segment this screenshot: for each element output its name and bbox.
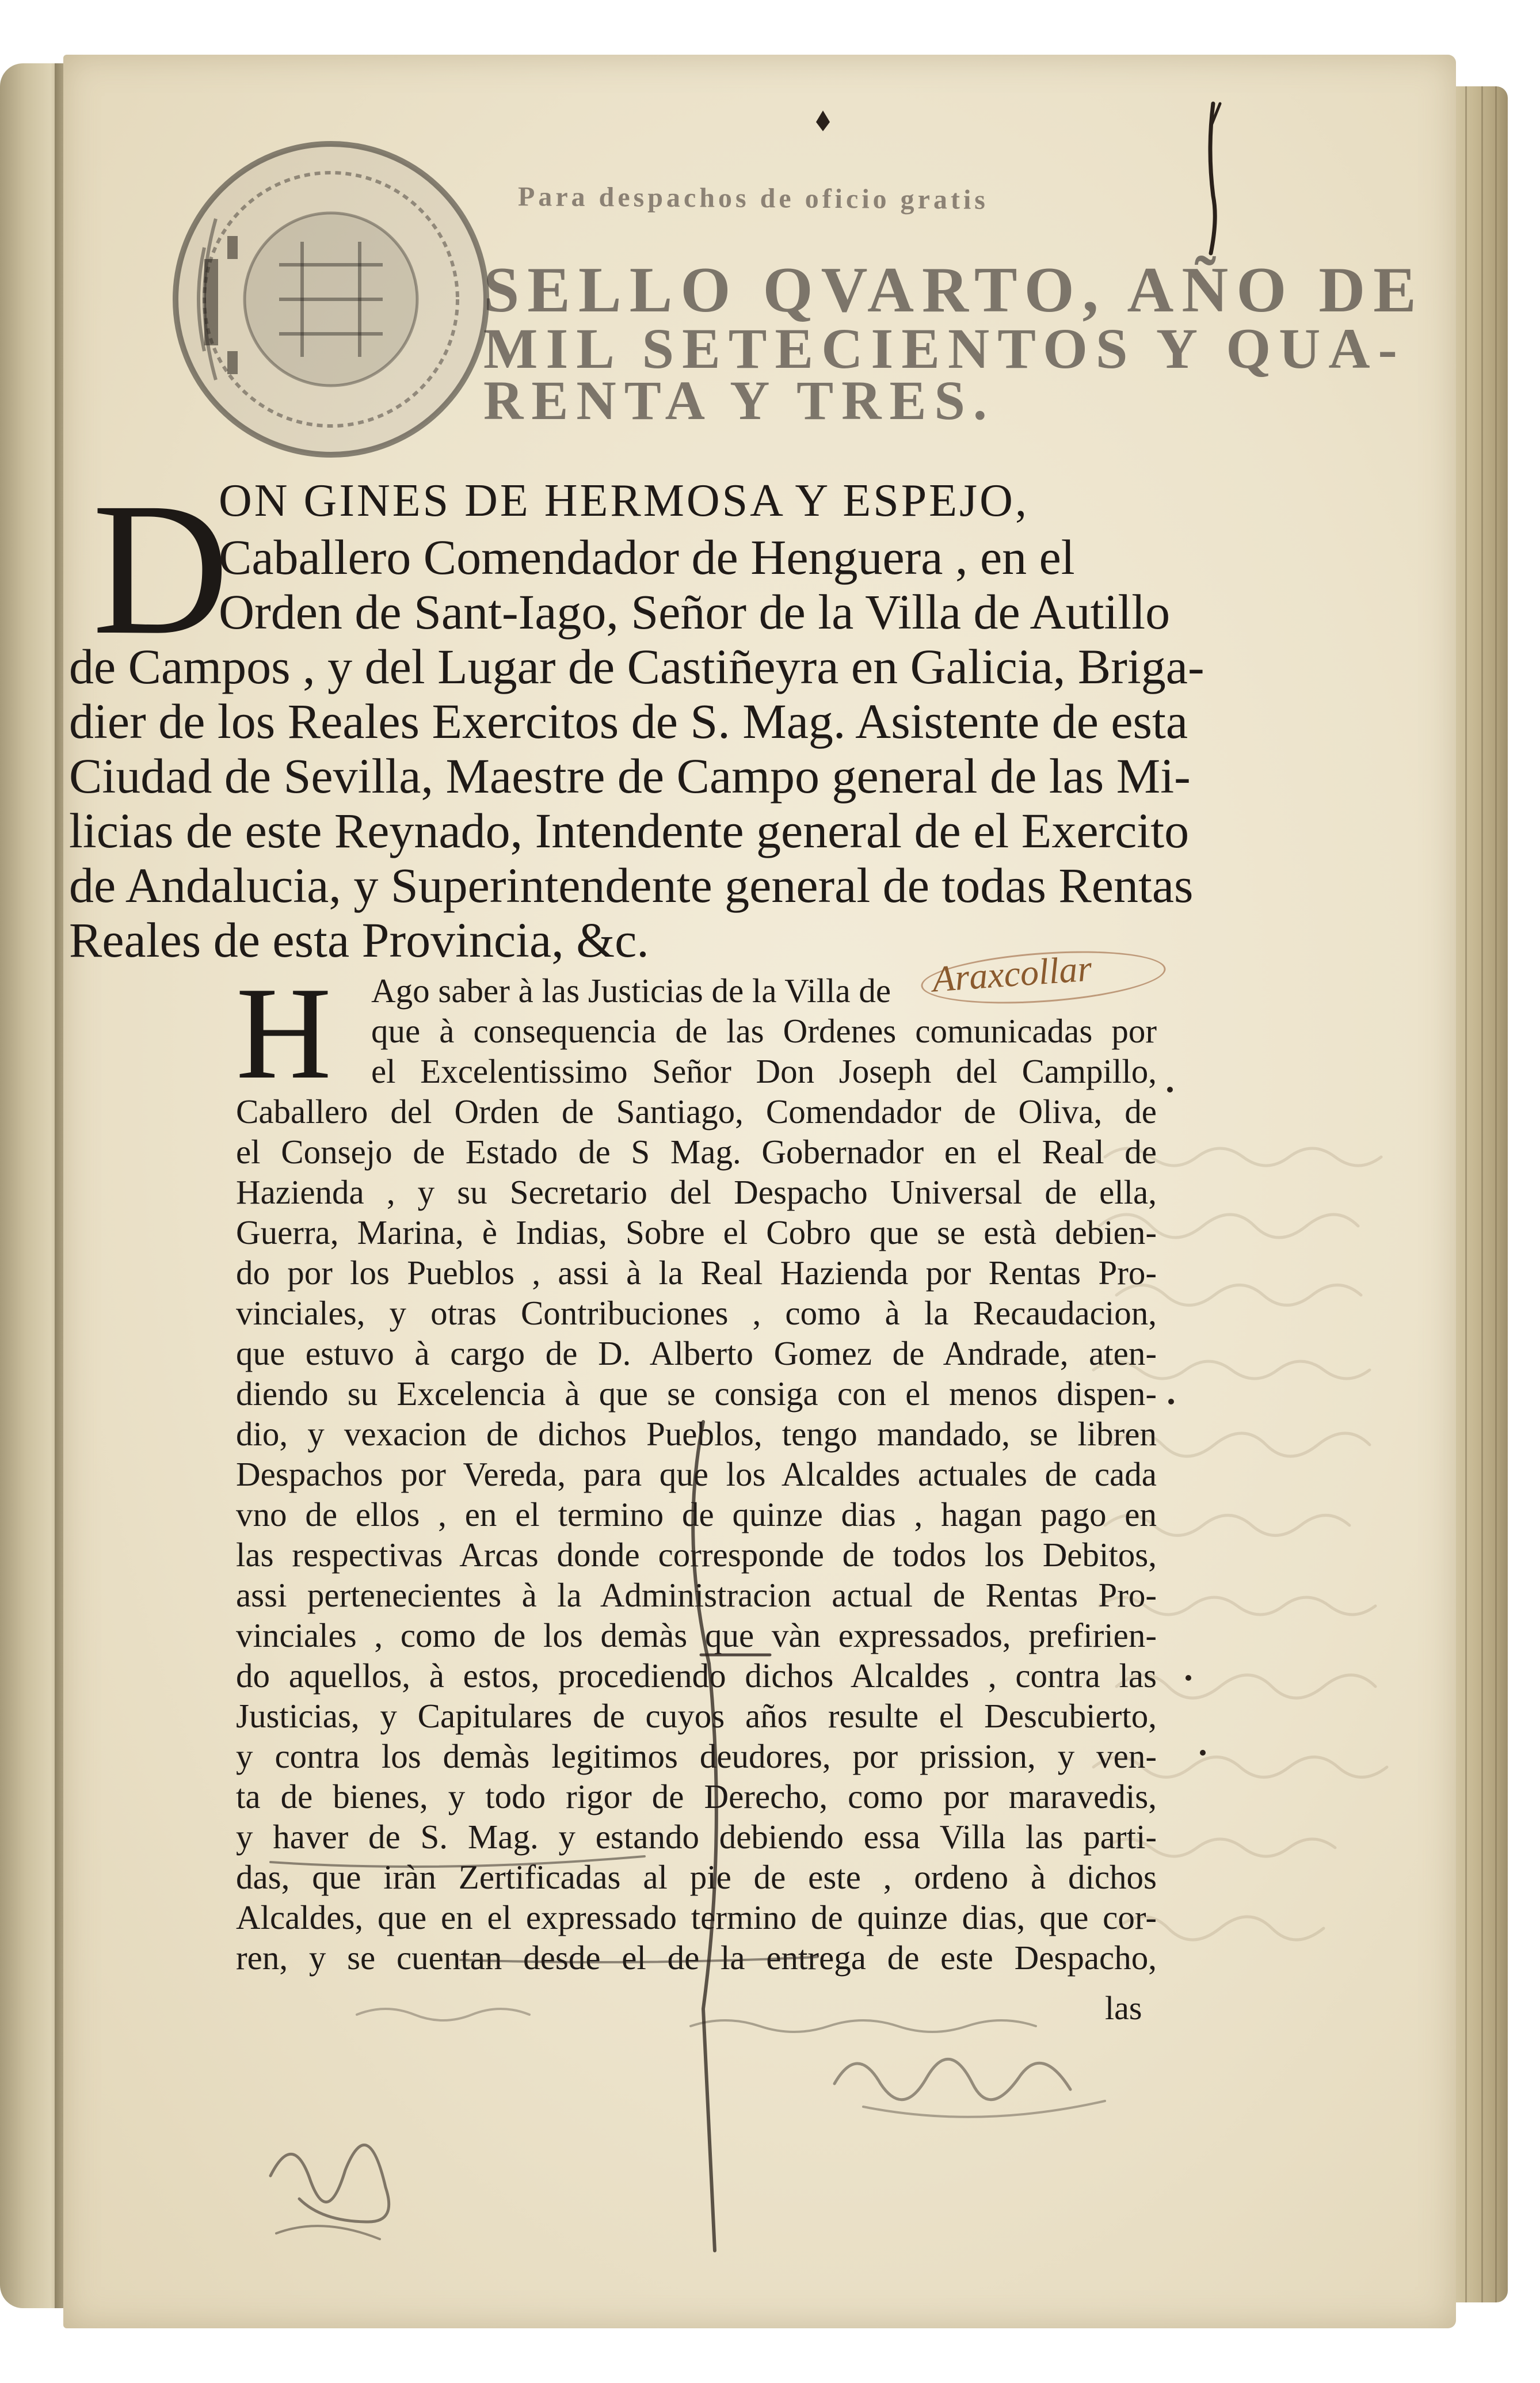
- body-line: que à consequencia de las Ordenes comunicadas por: [371, 1012, 1157, 1050]
- body-line: das, que iràn Zertificadas al pie de este , ordeno à dichos: [236, 1858, 1157, 1896]
- handwritten-town-name: Araxcollar: [931, 947, 1093, 1000]
- catchword: las: [1105, 1989, 1142, 2027]
- left-page-edge: [0, 63, 63, 2308]
- heading-line: licias de este Reynado, Intendente general de el Exercito: [69, 803, 1190, 858]
- body-line: Despachos por Vereda, para que los Alcaldes actuales de cada: [236, 1455, 1157, 1493]
- body-line: Ago saber à las Justicias de la Villa de: [371, 972, 891, 1010]
- body-line: las respectivas Arcas donde corresponde de todos los Debitos,: [236, 1536, 1157, 1574]
- heading-line: Caballero Comendador de Henguera , en el: [219, 530, 1075, 585]
- body-line: vno de ellos , en el termino de quinze dias , hagan pago en: [236, 1495, 1157, 1533]
- seal-stamp: [164, 132, 498, 466]
- heading-line: ON GINES DE HERMOSA Y ESPEJO,: [219, 475, 1029, 526]
- body-line: y contra los demàs legitimos deudores, por prission, y ven-: [236, 1737, 1157, 1775]
- body-line: Justicias, y Capitulares de cuyos años resulte el Descubierto,: [236, 1697, 1157, 1735]
- heading-line: Orden de Sant-Iago, Señor de la Villa de Autillo: [219, 584, 1171, 639]
- body-line: el Excelentissimo Señor Don Joseph del Campillo,: [371, 1052, 1157, 1090]
- heading-line: dier de los Reales Exercitos de S. Mag. Asistente de esta: [69, 694, 1188, 749]
- body-line: assi pertenecientes à la Administracion actual de Rentas Pro-: [236, 1576, 1157, 1614]
- stamp-line-3: RENTA Y TRES.: [483, 370, 995, 431]
- body-line: do por los Pueblos , assi à la Real Hazienda por Rentas Pro-: [236, 1254, 1157, 1292]
- body-line: vinciales, y otras Contribuciones , como à la Recaudacion,: [236, 1294, 1157, 1332]
- body-line: ren, y se cuentan desde el de la entrega de este Despacho,: [236, 1939, 1157, 1977]
- heading-line: de Andalucia, y Superintendente general de todas Rentas: [69, 858, 1194, 913]
- body-line: Alcaldes, que en el expressado termino de quinze dias, que cor-: [236, 1898, 1157, 1936]
- body-line: que estuvo à cargo de D. Alberto Gomez de Andrade, aten-: [236, 1334, 1157, 1372]
- heading-line: de Campos , y del Lugar de Castiñeyra en Galicia, Briga-: [69, 639, 1204, 694]
- body-line: Hazienda , y su Secretario del Despacho Universal de ella,: [236, 1173, 1157, 1211]
- body-line: vinciales , como de los demàs que vàn expressados, prefirien-: [236, 1616, 1157, 1654]
- body-line: Caballero del Orden de Santiago, Comendador de Oliva, de: [236, 1092, 1157, 1130]
- body-line: dio, y vexacion de dichos Pueblos, tengo mandado, se libren: [236, 1415, 1157, 1453]
- body-line: Guerra, Marina, è Indias, Sobre el Cobro que se està debien-: [236, 1213, 1157, 1251]
- stamp-line-1: SELLO QVARTO, AÑO DE: [483, 254, 1424, 326]
- stamp-header: Para despachos de oficio gratis: [517, 181, 989, 215]
- body-line: el Consejo de Estado de S Mag. Gobernador en el Real de: [236, 1133, 1157, 1171]
- body-line: diendo su Excelencia à que se consiga con el menos dispen-: [236, 1375, 1157, 1413]
- stamp-line-2: MIL SETECIENTOS Y QUA-: [483, 317, 1405, 380]
- body-line: y haver de S. Mag. y estando debiendo essa Villa las parti-: [236, 1818, 1157, 1856]
- body-drop-cap: H: [236, 960, 332, 1106]
- heading-drop-cap: D: [92, 464, 230, 674]
- heading-line: Reales de esta Provincia, &c.: [69, 912, 649, 968]
- body-line: do aquellos, à estos, procediendo dichos Alcaldes , contra las: [236, 1657, 1157, 1695]
- body-line: ta de bienes, y todo rigor de Derecho, como por maravedis,: [236, 1777, 1157, 1815]
- heading-line: Ciudad de Sevilla, Maestre de Campo general de las Mi-: [69, 748, 1191, 804]
